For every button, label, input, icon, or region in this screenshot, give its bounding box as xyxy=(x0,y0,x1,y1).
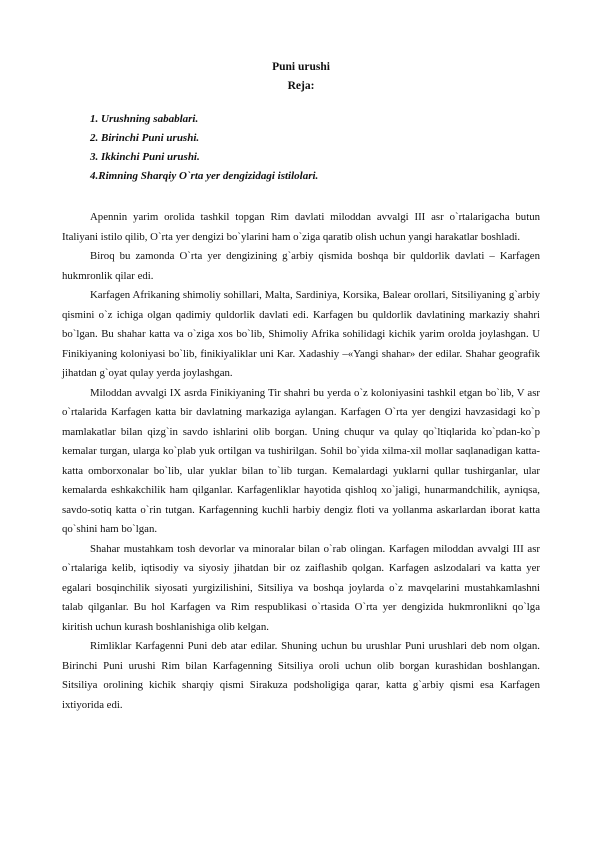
document-page xyxy=(62,58,540,715)
plan-list xyxy=(62,110,540,186)
plan-item: 2. Birinchi Puni urushi. xyxy=(90,132,200,144)
paragraph: Miloddan avvalgi IX asrda Finikiyaning Tir shahri bu yerda o`z koloniyasini tashkil etgan bo`lib, V asr o`rtalarida Karfagen katta bir davlatning markaziga aylangan. Karfagen O`rta yer dengizi havzasidagi ko`p mamlakatlar bilan qizg`in savdo ishlarini olib borgan. Uning chuqur va qulay qo`ltiqlarida ko`pdan-ko`p kemalar turgan, ularga ko`plab yuk ortilgan va tushirilgan. Sohil bo`yida xilma-xil mollar saqlanadigan katta-katta omborxonalar bo`lib, ular yuklar bilan to`lib turgan. Kemalardagi yuklarni qullar tushirganlar, ular kemalarda eshkakchilik ham qilganlar. Karfagenliklar hayotida qishloq xo`jaligi, hunarmandchilik, ayniqsa, savdo-sotiq katta o`rin tutgan. Karfagenning kuchli harbiy dengiz floti va yollanma askarlardan iborat katta qo`shini ham bo`lgan. xyxy=(62,386,540,535)
paragraph: Karfagen Afrikaning shimoliy sohillari, Malta, Sardiniya, Korsika, Balear orollari, Sitsiliyaning g`arbiy qismini o`z ichiga olgan qadimiy quldorlik davlati edi. Karfagen bu quldorlik davlatining markaziy shahri bo`lgan. Bu shahar katta va o`ziga xos bo`lib, Shimoliy Afrika sohilidagi kichik yarim orolda joylashgan. U Finikiyaning koloniyasi bo`lib, finikiyaliklar uni Kar. Xadashiy –«Yangi shahar» der edilar. Shahar geografik jihatdan g`oyat qulay yerda joylashgan. xyxy=(62,289,540,379)
plan-heading: Reja: xyxy=(287,80,315,92)
plan-item: 3. Ikkinchi Puni urushi. xyxy=(90,151,200,163)
body-text xyxy=(62,208,540,715)
paragraph: Biroq bu zamonda O`rta yer dengizining g`arbiy qismida boshqa bir quldorlik davlati – Karfagen hukmronlik qilar edi. xyxy=(62,250,540,282)
paragraph: Shahar mustahkam tosh devorlar va minoralar bilan o`rab olingan. Karfagen miloddan avvalgi III asr o`rtalariga kelib, iqtisodiy va siyosiy jihatdan bir oz zaiflashib qolgan. Karfagen aslzodalari va katta yer egalari bosqinchilik siyosati yurgizilishini, Sitsiliya va boshqa joylarda o`z mavqelarini mustahkamlashni talab qilganlar. Bu hol Karfagen va Rim respublikasi o`rtasida O`rta yer dengizida hukmronlikni qo`lga kiritish uchun kurash boshlanishiga olib kelgan. xyxy=(62,542,540,633)
plan-item: 1. Urushning sabablari. xyxy=(90,113,199,125)
document-title: Puni urushi xyxy=(272,61,330,73)
plan-item: 4.Rimning Sharqiy O`rta yer dengizidagi istilolari. xyxy=(90,170,319,182)
paragraph: Rimliklar Karfagenni Puni deb atar edilar. Shuning uchun bu urushlar Puni urushlari deb nom olgan. Birinchi Puni urushi Rim bilan Karfagenning Sitsiliya oroli uchun olib borgan kurashidan boshlangan. Sitsiliya orolining kichik sharqiy qismi Sirakuza podsholigiga qarar, katta g`arbiy qismi esa Karfagen ixtiyorida edi. xyxy=(62,640,540,711)
paragraph: Apennin yarim orolida tashkil topgan Rim davlati miloddan avvalgi III asr o`rtalarigacha butun Italiyani istilo qilib, O`rta yer dengizi bo`ylarini ham o`ziga qaratib olish uchun yangi harakatlar boshladi. xyxy=(62,211,540,243)
